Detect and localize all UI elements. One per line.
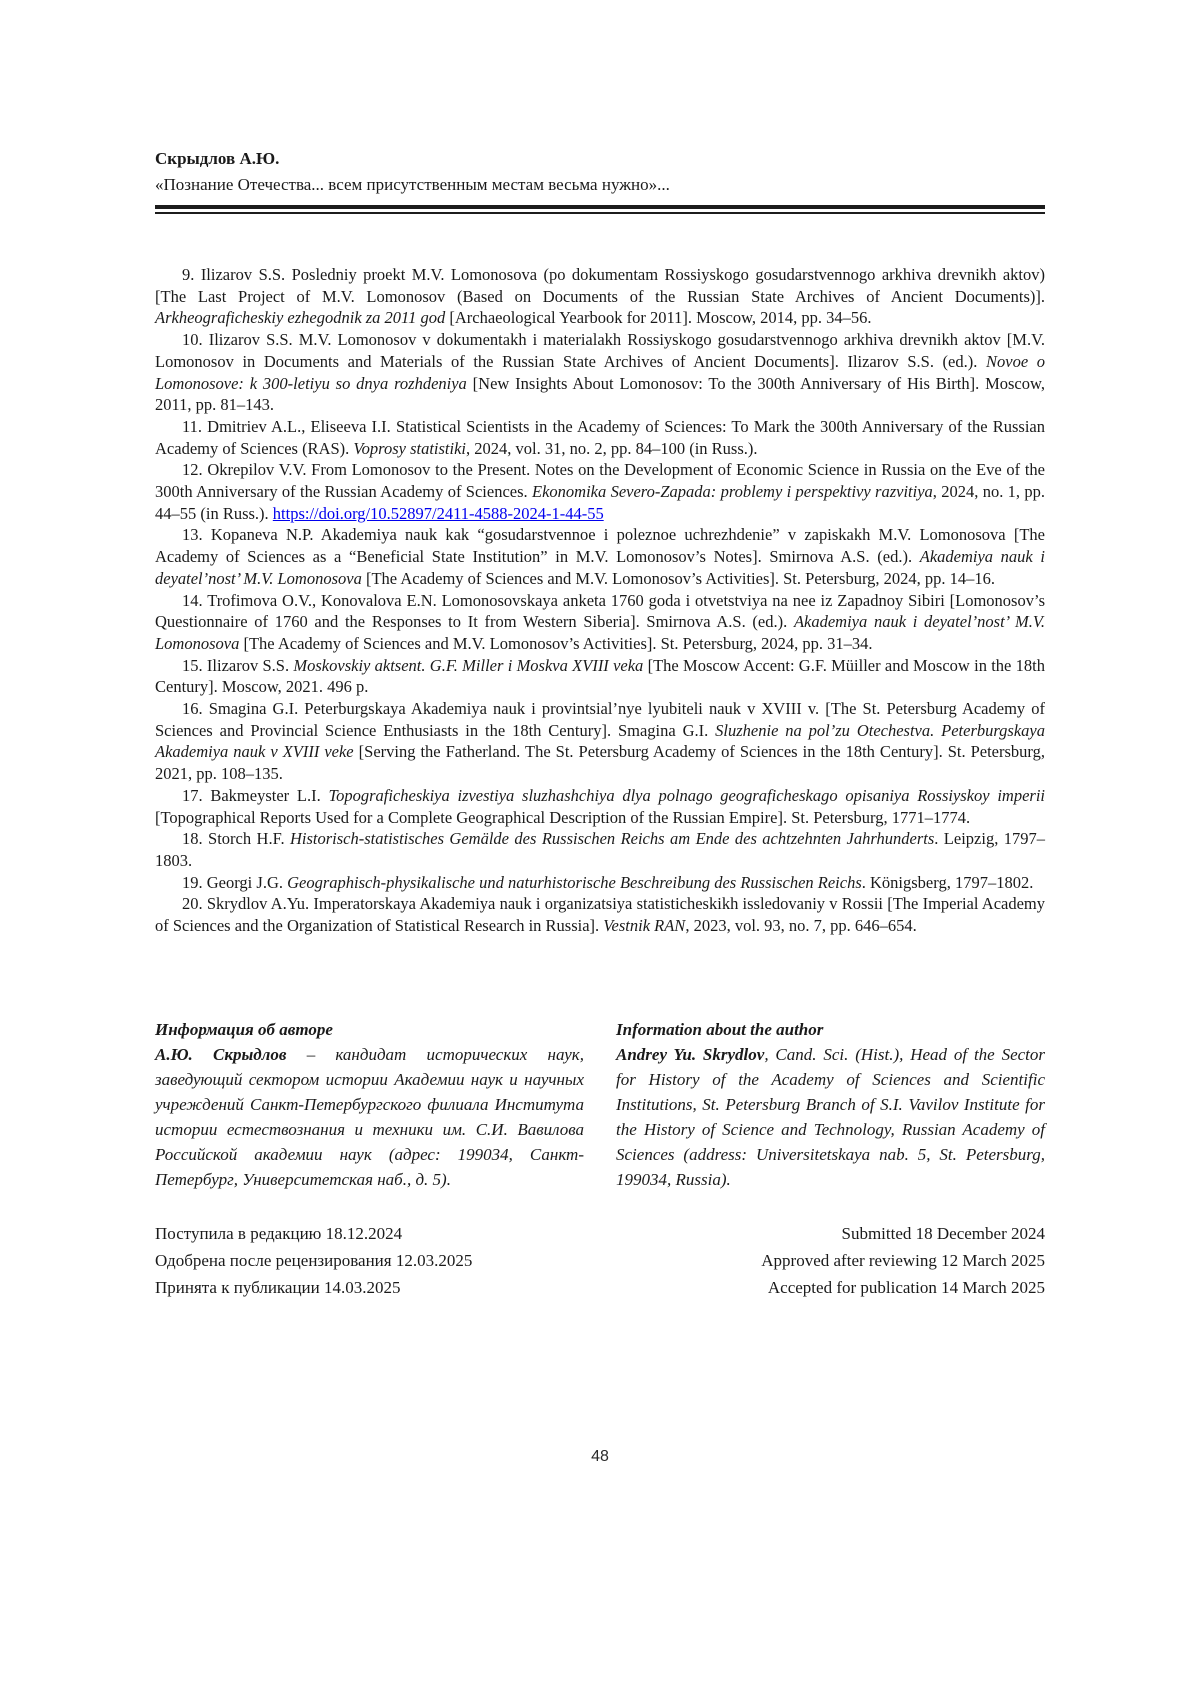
doi-link[interactable]: https://doi.org/10.52897/2411-4588-2024-1-44-55 xyxy=(272,503,604,523)
reference-item xyxy=(155,590,1045,655)
text-segment: Sluzhenie na pol’zu Otechestva. Peterburgskaya Akademiya nauk v XVIII veke xyxy=(155,720,1045,762)
text-segment: Voprosy statistiki xyxy=(353,438,467,458)
author-info-heading-en: Information about the author xyxy=(616,1019,824,1039)
text-segment: Andrey Yu. Skrydlov xyxy=(616,1044,765,1064)
text-segment: Moskovskiy aktsent. G.F. Miller i Moskva XVIII veka xyxy=(293,655,644,675)
text-segment: 14. Trofimova O.V., Konovalova E.N. Lomonosovskaya anketa 1760 goda i otvetstviya na nee iz Zapadnoy Sibiri [Lomonosov’s Questionnaire of 1760 and the Responses to It from Western Siberia]. Smirnova A.S. (ed.). xyxy=(155,590,1045,632)
references-list xyxy=(155,264,1045,937)
reference-item xyxy=(155,893,1045,936)
text-segment: Vestnik RAN xyxy=(603,916,686,936)
text-segment: [Archaeological Yearbook for 2011]. Moscow, 2014, pp. 34–56. xyxy=(445,308,872,328)
text-segment: . Königsberg, 1797–1802. xyxy=(861,872,1034,892)
text-segment: 12. Okrepilov V.V. From Lomonosov to the Present. Notes on the Development of Economic Science in Russia on the Eve of the 300th Anniversary of the Russian Academy of Sciences. xyxy=(155,460,1045,502)
reference-item xyxy=(155,785,1045,828)
date-line: Принята к публикации 14.03.2025 xyxy=(155,1277,401,1297)
header-rule-thin xyxy=(155,212,1045,214)
text-segment: [Topographical Reports Used for a Complete Geographical Description of the Russian Empire]. St. Petersburg, 1771–1774. xyxy=(155,807,971,827)
header-rule-thick xyxy=(155,205,1045,209)
text-segment: Geographisch-physikalische und naturhistorische Beschreibung des Russischen Reichs xyxy=(287,872,862,892)
text-segment: 9. Ilizarov S.S. Posledniy proekt M.V. Lomonosova (po dokumentam Rossiyskogo gosudarstvennogo arkhiva drevnikh aktov) [The Last Project of M.V. Lomonosov (Based on Documents of the Russian State Archives of Ancient Documents)]. xyxy=(155,265,1045,306)
running-header-author: Скрыдлов А.Ю. xyxy=(155,149,280,168)
text-segment: Akademiya nauk i deyatel’nost’ M.V. Lomonosova xyxy=(155,547,1045,588)
author-info-heading-ru: Информация об авторе xyxy=(155,1019,333,1039)
reference-item xyxy=(155,655,1045,698)
text-segment: А.Ю. Скрыдлов xyxy=(155,1044,287,1064)
text-segment: 20. Skrydlov A.Yu. Imperatorskaya Akademiya nauk i organizatsiya statisticheskikh issledovaniy v Rossii [The Imperial Academy of Sciences and the Organization of Statistical Research in Russia]. xyxy=(155,894,1045,936)
date-line: Submitted 18 December 2024 xyxy=(841,1223,1045,1243)
text-segment: [New Insights About Lomonosov: To the 300th Anniversary of His Birth]. Moscow, 2011, pp. 81–143. xyxy=(155,373,1045,415)
text-segment: Arkheograficheskiy ezhegodnik za 2011 god xyxy=(155,308,446,328)
author-info-english xyxy=(616,1017,1045,1192)
text-segment: 10. Ilizarov S.S. M.V. Lomonosov v dokumentakh i materialakh Rossiyskogo gosudarstvennogo arkhiva drevnikh aktov [M.V. Lomonosov in Documents and Materials of the Russian State Archives of Ancient Documents]. Ilizarov S.S. (ed.). xyxy=(155,330,1045,371)
submission-dates-section xyxy=(155,1220,1045,1301)
author-info-text-en xyxy=(616,1042,1045,1192)
reference-item xyxy=(155,264,1045,329)
date-line: Одобрена после рецензирования 12.03.2025 xyxy=(155,1250,473,1270)
text-segment: – кандидат исторических наук, заведующий сектором истории Академии наук и научных учреждений Санкт-Петербургского филиала Института истории естествознания и техники им. С.И. Вавилова Российской академии наук (адрес: 199034, Санкт-Петербург, Университетская наб., д. 5). xyxy=(155,1044,584,1189)
reference-item xyxy=(155,416,1045,459)
text-segment: , 2024, no. 1, pp. 44–55 (in Russ.). xyxy=(155,482,1046,523)
submission-dates-en xyxy=(616,1220,1045,1301)
page-content xyxy=(155,146,1045,1301)
running-header-title: «Познание Отечества... всем присутственным местам весьма нужно»... xyxy=(155,175,670,194)
text-segment: 19. Georgi J.G. xyxy=(182,872,288,892)
text-segment: 13. Kopaneva N.P. Akademiya nauk kak “gosudarstvennoe i poleznoe uchrezhdenie” v zapiskakh M.V. Lomonosova [The Academy of Sciences as a “Beneficial State Institution” in M.V. Lomonosov’s Notes]. Smirnova A.S. (ed.). xyxy=(155,525,1045,567)
text-segment: [Serving the Fatherland. The St. Petersburg Academy of Sciences in the 18th Century]. St. Petersburg, 2021, pp. 108–135. xyxy=(155,742,1045,784)
text-segment: , 2023, vol. 93, no. 7, pp. 646–654. xyxy=(685,916,917,936)
text-segment: 15. Ilizarov S.S. xyxy=(182,655,294,675)
text-segment: Novoe o Lomonosove: k 300-letiyu so dnya rozhdeniya xyxy=(155,351,1045,393)
text-segment: 17. Bakmeyster L.I. xyxy=(182,785,329,805)
text-segment: , 2024, vol. 31, no. 2, pp. 84–100 (in Russ.). xyxy=(466,438,758,458)
reference-item xyxy=(155,459,1045,524)
text-segment: , Cand. Sci. (Hist.), Head of the Sector for History of the Academy of Sciences and Scientific Institutions, St. Petersburg Branch of S.I. Vavilov Institute for the History of Science and Technology, Russian Academy of Sciences (address: Universitetskaya nab. 5, St. Petersburg, 199034, Russia). xyxy=(616,1044,1046,1189)
text-segment: [The Academy of Sciences and M.V. Lomonosov’s Activities]. St. Petersburg, 2024, pp. 14–16. xyxy=(361,568,996,588)
text-segment: 11. Dmitriev A.L., Eliseeva I.I. Statistical Scientists in the Academy of Sciences: To Mark the 300th Anniversary of the Russian Academy of Sciences (RAS). xyxy=(155,416,1045,458)
text-segment: . Leipzig, 1797–1803. xyxy=(155,829,1045,870)
text-segment: [The Academy of Sciences and M.V. Lomonosov’s Activities]. St. Petersburg, 2024, pp. 31–34. xyxy=(239,633,873,653)
date-line: Поступила в редакцию 18.12.2024 xyxy=(155,1223,403,1243)
author-info-section xyxy=(155,1017,1045,1192)
text-segment: Akademiya nauk i deyatel’nost’ M.V. Lomonosova xyxy=(155,612,1045,653)
reference-item xyxy=(155,872,1045,894)
text-segment: [The Moscow Accent: G.F. Müiller and Moscow in the 18th Century]. Moscow, 2021. 496 p. xyxy=(155,655,1045,697)
reference-item xyxy=(155,698,1045,785)
date-line: Approved after reviewing 12 March 2025 xyxy=(761,1250,1045,1270)
reference-item xyxy=(155,828,1045,871)
submission-dates-ru xyxy=(155,1220,584,1301)
reference-item xyxy=(155,524,1045,589)
text-segment: Historisch-statistisches Gemälde des Russischen Reichs am Ende des achtzehnten Jahrhunderts xyxy=(290,829,935,849)
author-info-text-ru xyxy=(155,1042,584,1192)
text-segment: Ekonomika Severo-Zapada: problemy i perspektivy razvitiya xyxy=(532,482,933,502)
date-line: Accepted for publication 14 March 2025 xyxy=(767,1277,1045,1297)
page-number: 48 xyxy=(591,1448,609,1465)
text-segment: 18. Storch H.F. xyxy=(182,829,290,849)
text-segment: Topograficheskiya izvestiya sluzhashchiya dlya polnago geograficheskago opisaniya Rossiyskoy imperii xyxy=(328,785,1045,805)
reference-item xyxy=(155,329,1045,416)
text-segment: 16. Smagina G.I. Peterburgskaya Akademiya nauk i provintsial’nye lyubiteli nauk v XVIII v. [The St. Petersburg Academy of Sciences and Provincial Science Enthusiasts in the 18th Century]. Smagina G.I. xyxy=(155,699,1045,740)
author-info-russian xyxy=(155,1017,584,1192)
